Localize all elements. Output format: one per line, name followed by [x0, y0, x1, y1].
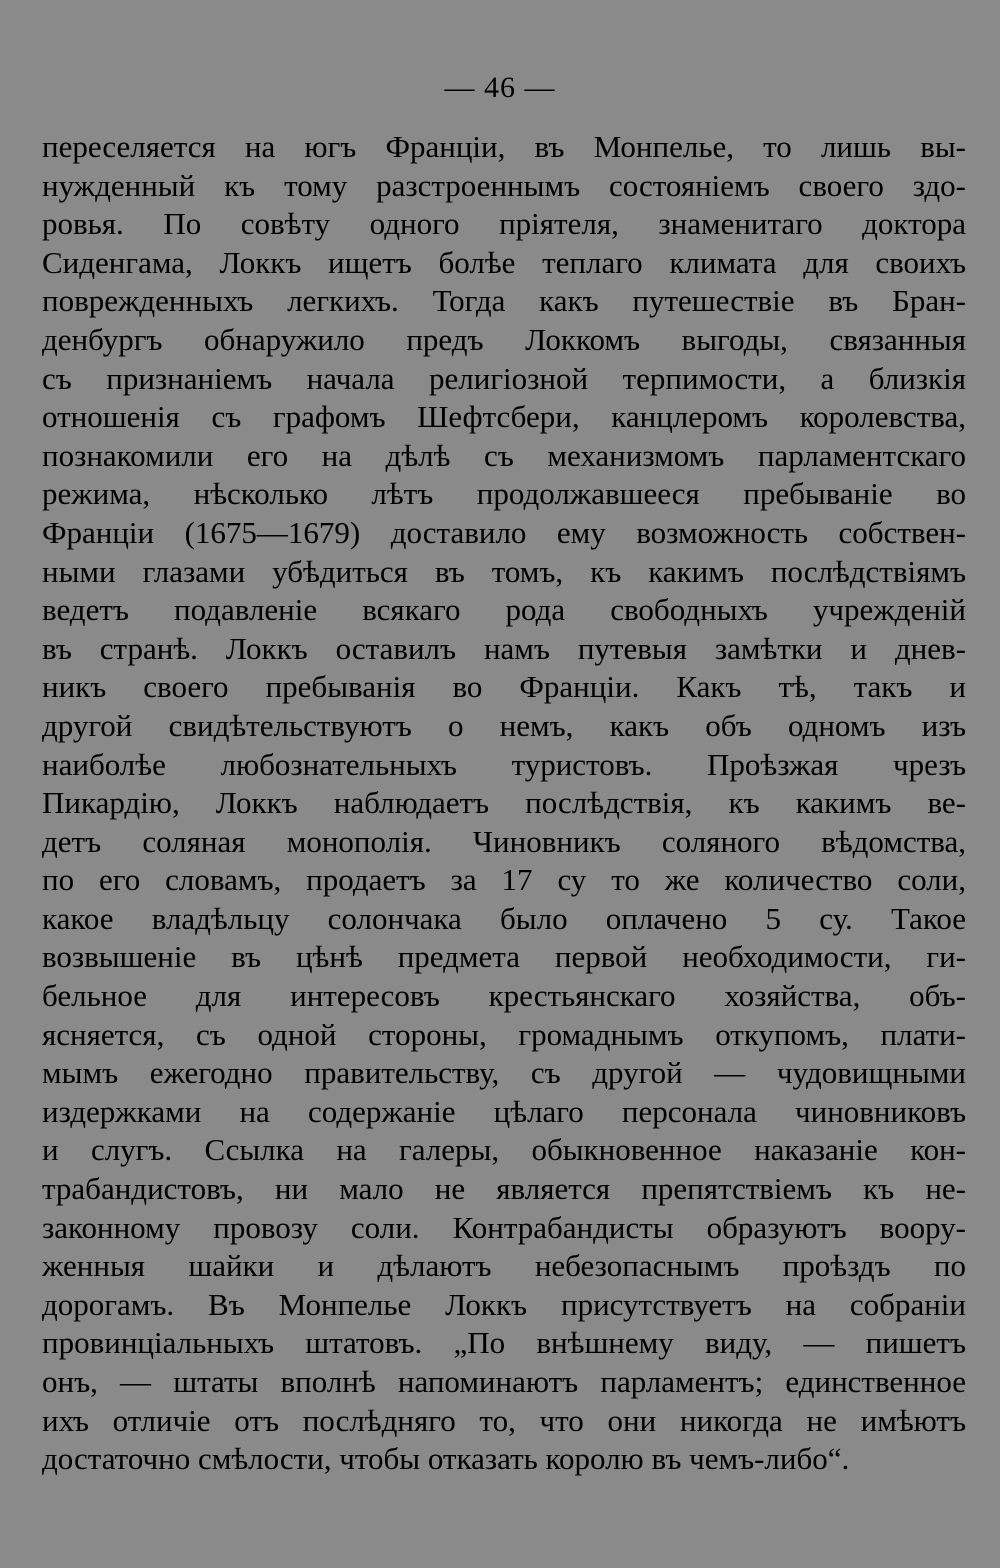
text-line: трабандистовъ, ни мало не является препятствіемъ къ не- — [42, 1171, 966, 1207]
text-line: денбургъ обнаружило предъ Локкомъ выгоды, связанныя — [42, 321, 966, 357]
text-line: въ странѣ. Локкъ оставилъ намъ путевыя замѣтки и днев- — [42, 630, 966, 666]
text-line: мымъ ежегодно правительству, съ другой — чудовищными — [42, 1055, 966, 1091]
body-text — [42, 128, 966, 1479]
text-line: съ признаніемъ начала религіозной терпимости, а близкія — [42, 360, 966, 396]
text-line: ихъ отличіе отъ послѣдняго то, что они никогда не имѣютъ — [42, 1402, 966, 1438]
text-line: по его словамъ, продаетъ за 17 су то же количество соли, — [42, 862, 966, 898]
text-line: ровья. По совѣту одного пріятеля, знаменитаго доктора — [42, 206, 966, 242]
text-line: ясняется, съ одной стороны, громаднымъ откупомъ, плати- — [42, 1016, 966, 1052]
text-line: Пикардію, Локкъ наблюдаетъ послѣдствія, къ какимъ ве- — [42, 785, 966, 821]
text-line: детъ соляная монополія. Чиновникъ соляного вѣдомства, — [42, 823, 966, 859]
text-line: Сиденгама, Локкъ ищетъ болѣе теплаго климата для своихъ — [42, 244, 966, 280]
text-line: онъ, — штаты вполнѣ напоминаютъ парламентъ; единственное — [42, 1364, 966, 1399]
text-line: переселяется на югъ Франціи, въ Монпелье, то лишь вы- — [42, 129, 966, 164]
text-line: другой свидѣтельствуютъ о немъ, какъ объ одномъ изъ — [42, 707, 966, 743]
text-line: издержками на содержаніе цѣлаго персонала чиновниковъ — [42, 1093, 966, 1129]
text-line: ведетъ подавленіе всякаго рода свободныхъ учрежденій — [42, 592, 966, 628]
text-line: достаточно смѣлости, чтобы отказать королю въ чемъ-либо“. — [42, 1441, 850, 1477]
text-line: наиболѣе любознательныхъ туристовъ. Проѣзжая чрезъ — [42, 746, 966, 782]
text-line: возвышеніе въ цѣнѣ предмета первой необходимости, ги- — [42, 939, 966, 975]
text-line: женныя шайки и дѣлаютъ небезопаснымъ проѣздъ по — [42, 1248, 966, 1284]
text-line: поврежденныхъ легкихъ. Тогда какъ путешествіе въ Бран- — [42, 283, 966, 319]
text-line: ными глазами убѣдиться въ томъ, къ какимъ послѣдствіямъ — [42, 553, 966, 589]
page-number: — 46 — — [444, 71, 556, 104]
text-line: провинціальныхъ штатовъ. „По внѣшнему виду, — пишетъ — [42, 1325, 966, 1361]
text-line: и слугъ. Ссылка на галеры, обыкновенное наказаніе кон- — [42, 1132, 966, 1168]
text-line: нужденный къ тому разстроеннымъ состояніемъ своего здо- — [42, 167, 966, 203]
text-line: Франціи (1675—1679) доставило ему возможность собствен- — [42, 514, 966, 550]
text-line: режима, нѣсколько лѣтъ продолжавшееся пребываніе во — [42, 476, 966, 512]
text-line: познакомили его на дѣлѣ съ механизмомъ парламентскаго — [42, 437, 966, 473]
text-line: какое владѣльцу солончака было оплачено 5 су. Такое — [42, 900, 966, 936]
text-line: никъ своего пребыванія во Франціи. Какъ тѣ, такъ и — [42, 669, 966, 705]
text-line: законному провозу соли. Контрабандисты образуютъ воору- — [42, 1209, 966, 1245]
text-line: бельное для интересовъ крестьянскаго хозяйства, объ- — [42, 978, 966, 1014]
text-line: отношенія съ графомъ Шефтсбери, канцлеромъ королевства, — [42, 399, 966, 435]
text-line: дорогамъ. Въ Монпелье Локкъ присутствуетъ на собраніи — [42, 1286, 966, 1322]
